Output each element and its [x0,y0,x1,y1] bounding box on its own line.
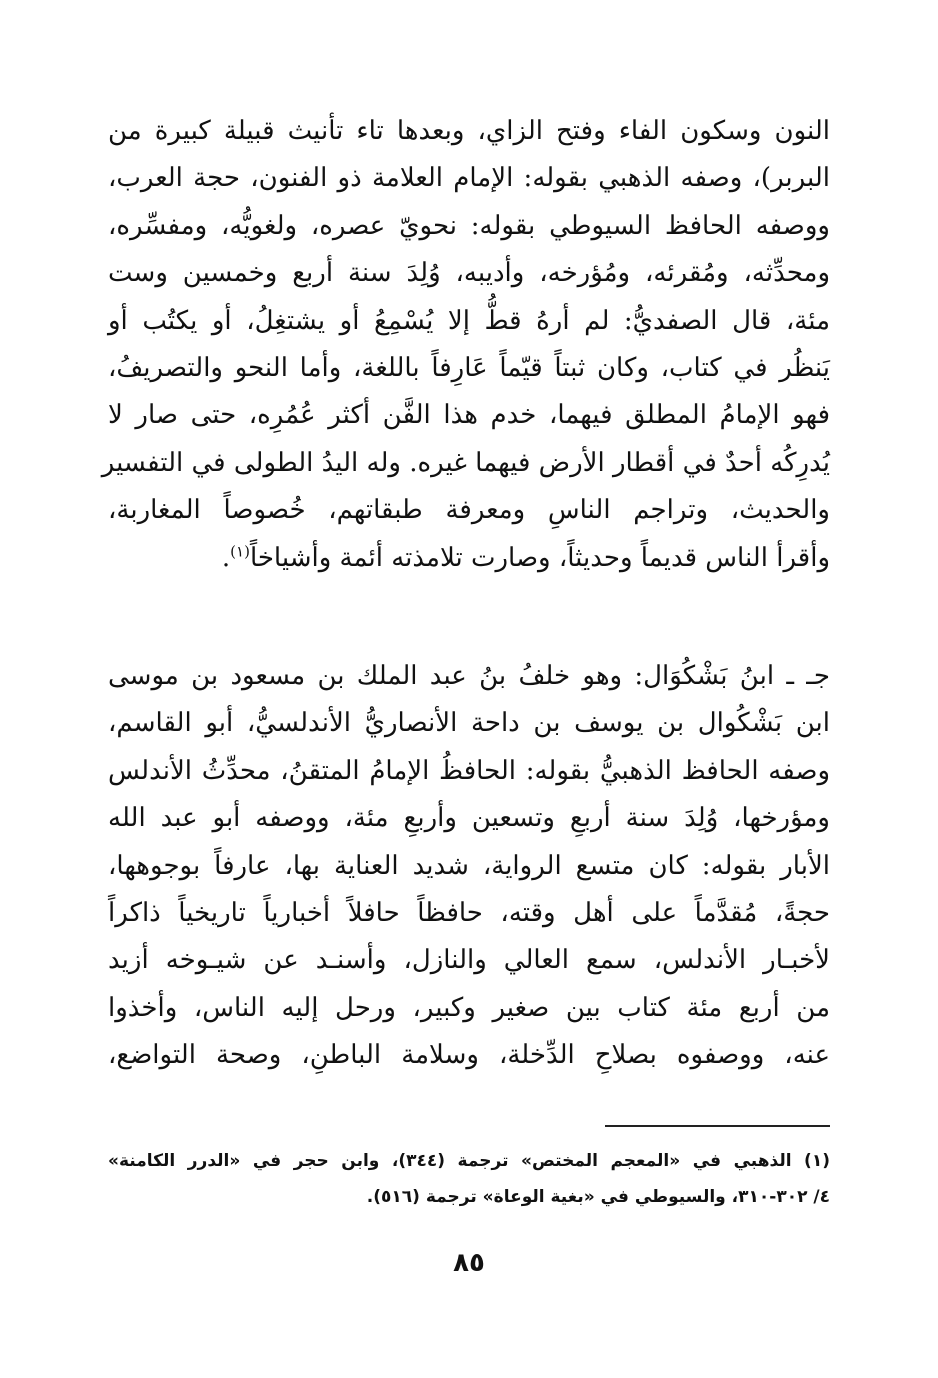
text-line: من أربع مئة كتاب بين صغير وكبير، ورحل إليه الناس، وأخذوا [108,992,830,1023]
text-line: يُدرِكُه أحدٌ في أقطار الأرض فيهما غيره. وله اليدُ الطولى في التفسير [101,447,830,478]
sentence-end: . [221,542,231,573]
footnote [108,1143,830,1215]
footnote-divider [605,1125,830,1127]
footnote-line: (١) الذهبي في «المعجم المختص» ترجمة (٣٤٤)، وابن حجر في «الدرر الكامنة» [108,1151,830,1171]
text-line: ووصفه الحافظ السيوطي بقوله: نحويّ عصره، ولغويُّه، ومفسِّره، [108,210,830,241]
text-line: ومحدِّثه، ومُقرئه، ومُؤرخه، وأديبه، وُلِدَ سنة أربع وخمسين وست [108,258,830,289]
text-line: مئة، قال الصفديُّ: لم أرهُ قطُّ إلا يُسْمِعُ أو يشتغِلُ، أو يكتُب أو [108,305,830,336]
text-line: النون وسكون الفاء وفتح الزاي، وبعدها تاء تأنيث قبيلة كبيرة من [108,116,830,146]
text-line: وصفه الحافظ الذهبيُّ بقوله: الحافظُ الإمامُ المتقنُ، محدِّثُ الأندلس [108,755,830,786]
text-line: يَنظُر في كتاب، وكان ثبتاً قيّماً عَارِفاً باللغة، وأما النحو والتصريفُ، [108,352,830,383]
text-line: ومؤرخها، وُلِدَ سنة أربعِ وتسعين وأربعِ مئة، ووصفه أبو عبد الله [108,803,830,834]
text-line: عنه، ووصفوه بصلاحِ الدِّخلة، وسلامة الباطنِ، وصحة التواضع، [108,1040,830,1071]
paragraph-2 [108,653,830,1080]
text-line: جـ ـ ابنُ بَشْكُوَال: وهو خلفُ بنُ عبد الملك بن مسعود بن موسى [108,661,830,691]
text-line: الأبار بقوله: كان متسع الرواية، شديد العناية بها، عارفاً بوجوهها، [108,850,830,881]
text-line: ابن بَشْكُوال بن يوسف بن داحة الأنصاريُّ الأندلسيُّ، أبو القاسم، [108,708,830,739]
text-line: البربر)، وصفه الذهبي بقوله: الإمام العلامة ذو الفنون، حجة العرب، [108,163,830,194]
text-line-content: وأقرأ الناس قديماً وحديثاً، وصارت تلامذته أئمة وأشياخاً [249,542,830,573]
footnote-marker: (١) [230,541,250,560]
text-line-last [108,535,830,582]
paragraph-1 [101,108,830,582]
text-line: لأخبـار الأندلس، سمع العالي والنازل، وأسنـد عن شيـوخه أزيد [108,945,830,976]
text-line: فهو الإمامُ المطلق فيهما، خدم هذا الفَّن أكثر عُمُرِه، حتى صار لا [108,400,830,431]
page-number: ٨٥ [453,1248,485,1278]
text-line: والحديث، وتراجم الناسِ ومعرفة طبقاتهم، خُصوصاً المغاربة، [108,495,830,526]
text-line: حجةً، مُقدَّماً على أهل وقته، حافظاً حافلاً أخبارياً تاريخياً ذاكراً [108,897,830,928]
footnote-line: ٤/ ٣٠٢-٣١٠، والسيوطي في «بغية الوعاة» ترجمة (٥١٦). [366,1187,830,1207]
